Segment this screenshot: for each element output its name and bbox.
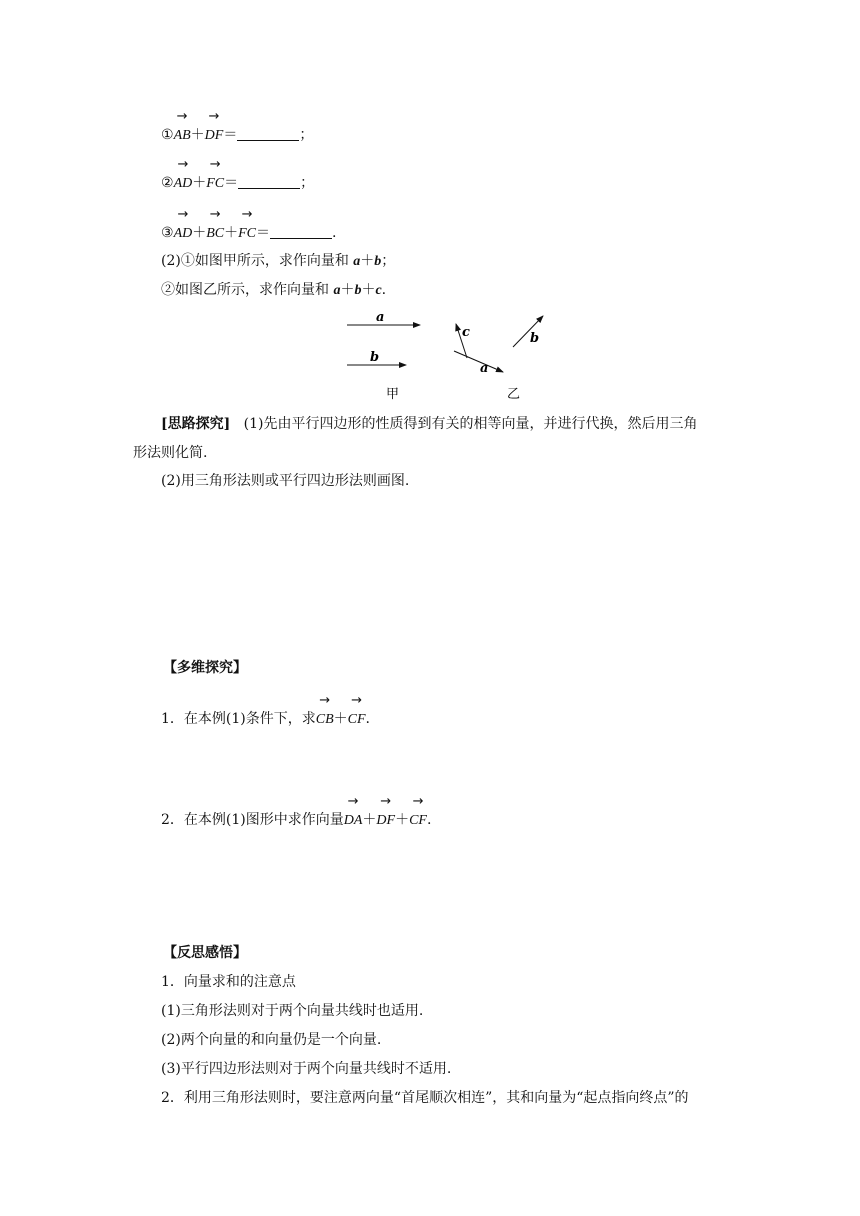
q2-line-2: ②如图乙所示，求作向量和 a＋b＋c.	[161, 282, 387, 298]
vector-a-arrow	[454, 351, 503, 372]
figure-jia	[347, 310, 420, 402]
fansi-line-5: 2．利用三角形法则时，要注意两向量“首尾顺次相连”，其和向量为“起点指向终点”的	[161, 1090, 689, 1106]
duowei-heading: 【多维探究】	[163, 660, 247, 676]
circle-number-2: ②	[161, 175, 174, 191]
caption-jia: 甲	[386, 387, 400, 402]
circle-number-1: ①	[161, 127, 174, 143]
fansi-line-1: 1．向量求和的注意点	[161, 974, 296, 990]
vector-DF: → DF	[204, 109, 224, 143]
vector-AB: → AB	[173, 109, 191, 143]
q1-line-3: ③ → AD＋ → BC＋ → FC＝ .	[161, 207, 337, 241]
label-c: c	[462, 325, 470, 340]
duowei-item-1: 1．在本例(1)条件下，求 → CB＋ → CF.	[161, 693, 370, 727]
silu-line-1: [思路探究] (1)先由平行四边形的性质得到有关的相等向量，并进行代换，然后用三角	[161, 416, 698, 432]
fansi-line-4: (3)平行四边形法则对于两个向量共线时不适用.	[161, 1061, 452, 1077]
fansi-line-3: (2)两个向量的和向量仍是一个向量.	[161, 1032, 382, 1048]
silu-label: [思路探究]	[161, 416, 231, 432]
silu-line-3: (2)用三角形法则或平行四边形法则画图.	[161, 473, 410, 489]
label-a: a	[480, 361, 489, 376]
vector-AD: → AD	[173, 207, 193, 241]
label-b: b	[530, 331, 540, 346]
vector-CB: → CB	[315, 693, 334, 727]
caption-yi: 乙	[507, 387, 521, 402]
figure-yi	[454, 316, 543, 402]
fansi-heading: 【反思感悟】	[163, 945, 247, 961]
label-b: b	[370, 350, 380, 365]
vector-CF: → CF	[409, 794, 427, 828]
q1-line-2: ② → AD＋ → FC＝ ；	[161, 157, 315, 191]
vector-AD: → AD	[173, 157, 193, 191]
label-a: a	[376, 310, 385, 325]
circle-number-3: ③	[161, 225, 174, 241]
fansi-line-2: (1)三角形法则对于两个向量共线时也适用.	[161, 1003, 424, 1019]
duowei-item-2: 2．在本例(1)图形中求作向量 → DA＋ → DF＋ → CF.	[161, 794, 432, 828]
vector-DF: → DF	[376, 794, 396, 828]
vector-FC: → FC	[206, 157, 225, 191]
q2-line-1: (2)①如图甲所示，求作向量和 a＋b；	[161, 253, 396, 269]
silu-line-2: 形法则化简.	[133, 445, 208, 461]
vector-FC: → FC	[238, 207, 257, 241]
vector-BC: → BC	[206, 207, 225, 241]
vector-CF: → CF	[347, 693, 366, 727]
vector-DA: → DA	[343, 794, 363, 828]
q1-line-1: ① → AB＋ → DF＝ ；	[161, 109, 314, 143]
